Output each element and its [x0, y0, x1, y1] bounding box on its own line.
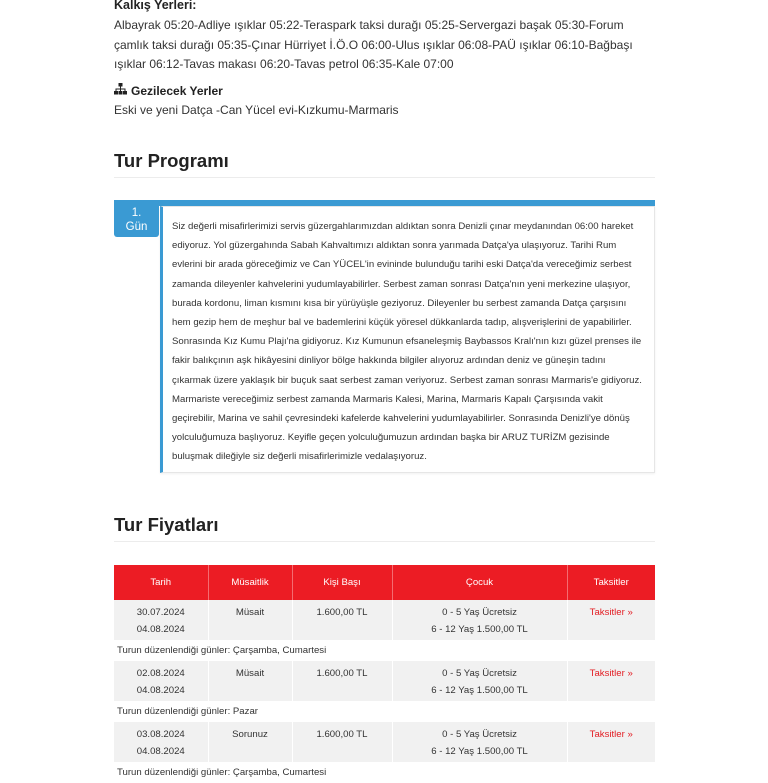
departure-text: Albayrak 05:20-Adliye ışıklar 05:22-Teraspark taksi durağı 05:25-Servergazi başak 05:30-Forum çamlık taksi durağı 05:35-Çınar Hürriyet İ.Ö.O 06:00-Ulus ışıklar 06:08-PAÜ ışıklar 06:10-Bağbaşı ışıklar 06:12-Tavas makası 06:20-Tavas petrol 06:35-Kale 07:00: [114, 18, 633, 71]
prices-title: Tur Fiyatları: [114, 514, 219, 535]
day-badge: [114, 202, 159, 237]
child-cell: 0 - 5 Yaş Ücretsiz 6 - 12 Yaş 1.500,00 TL: [392, 600, 567, 640]
installments-link[interactable]: Taksitler »: [589, 729, 633, 740]
row-note: Turun düzenlendiği günler: Çarşamba, Cumartesi: [114, 762, 655, 783]
places-text: Eski ve yeni Datça -Can Yücel evi-Kızkumu-Marmaris: [114, 103, 399, 117]
installments-cell: [567, 600, 655, 640]
availability-cell: Müsait: [208, 600, 292, 640]
row-note: Turun düzenlendiği günler: Pazar: [114, 701, 655, 722]
table-row: [114, 661, 655, 701]
day-content: [160, 206, 655, 473]
price-cell: 1.600,00 TL: [292, 661, 392, 701]
child-cell: 0 - 5 Yaş Ücretsiz 6 - 12 Yaş 1.500,00 TL: [392, 661, 567, 701]
departure-title: Kalkış Yerleri:: [114, 0, 197, 12]
availability-cell: Müsait: [208, 661, 292, 701]
price-cell: 1.600,00 TL: [292, 600, 392, 640]
program-divider: [114, 177, 655, 178]
sitemap-icon: [114, 83, 127, 98]
day-label: Gün: [125, 221, 148, 233]
day-number: 1.: [131, 207, 142, 219]
installments-link[interactable]: Taksitler »: [589, 607, 633, 618]
installments-cell: [567, 722, 655, 762]
installments-cell: [567, 661, 655, 701]
child-cell: 0 - 5 Yaş Ücretsiz 6 - 12 Yaş 1.500,00 TL: [392, 722, 567, 762]
price-cell: 1.600,00 TL: [292, 722, 392, 762]
date-cell: 02.08.2024 04.08.2024: [114, 661, 208, 701]
table-row: [114, 722, 655, 762]
date-cell: 03.08.2024 04.08.2024: [114, 722, 208, 762]
row-note: Turun düzenlendiği günler: Çarşamba, Cumartesi: [114, 640, 655, 661]
table-row: [114, 600, 655, 640]
date-cell: 30.07.2024 04.08.2024: [114, 600, 208, 640]
col-date: Tarih: [114, 565, 208, 600]
col-child: Çocuk: [392, 565, 567, 600]
places-title: Gezilecek Yerler: [131, 83, 223, 98]
col-installments: Taksitler: [567, 565, 655, 600]
prices-divider: [114, 541, 655, 542]
day-description: Siz değerli misafirlerimizi servis güzergahlarımızdan aldıktan sonra Denizli çınar meydanından 06:00 hareket ediyoruz. Yol güzergahında Sabah Kahvaltımızı aldıktan sonra yarımada Datça'ya ulaşıyoruz. Tarihi Rum evlerini bir arada göreceğimiz ve Can YÜCEL'in evininde bulunduğu tarihi eski Datça'da vereceğimiz serbest zamanda dileyenler kahvelerini yudumlayabilirler. Serbest zaman sonrası Datça'nın yeni merkezine ulaşıyor, burada kordonu, liman kısmını kısa bir yürüyüşle geziyoruz. Dileyenler bu serbest zamanda Datça çarşısını hem gezip hem de meşhur bal ve bademlerini küçük yöresel dükkanlarda tadıp, alışverişlerini de yapabilirler. Sonrasında Kız Kumu Plajı'na gidiyoruz. Kız Kumunun efsaneleşmiş Baybassos Kralı'nın kızı güzel prenses ile fakir balıkçının aşk hikâyesini dinliyor bölge hakkında bilgiler alıyoruz ardından deniz ve güneşin tadını çıkarmak üzere yaklaşık bir buçuk saat serbest zaman veriyoruz. Serbest zaman sonrası Marmaris'e gidiyoruz. Marmariste vereceğimiz serbest zamanda Marmaris Kalesi, Marina, Marmaris Kapalı Çarşısında vakit geçirebilir, Marina ve sahil çevresindeki kafelerde kahvelerini yudumlayabilirler. Sonrasında Denizli'ye dönüş yolculuğumuza başlıyoruz. Keyifle geçen yolculuğumuzun ardından başka bir ARUZ TURİZM gezisinde buluşmak dileğiyle siz değerli misafirlerimizle vedalaşıyoruz.: [172, 221, 642, 463]
places-heading: [114, 83, 223, 98]
col-availability: Müsaitlik: [208, 565, 292, 600]
program-title: Tur Programı: [114, 150, 229, 171]
day-card: [114, 200, 655, 473]
installments-link[interactable]: Taksitler »: [589, 668, 633, 679]
col-price: Kişi Başı: [292, 565, 392, 600]
price-table: [114, 565, 655, 783]
availability-cell: Sorunuz: [208, 722, 292, 762]
price-table-header: [114, 565, 655, 600]
